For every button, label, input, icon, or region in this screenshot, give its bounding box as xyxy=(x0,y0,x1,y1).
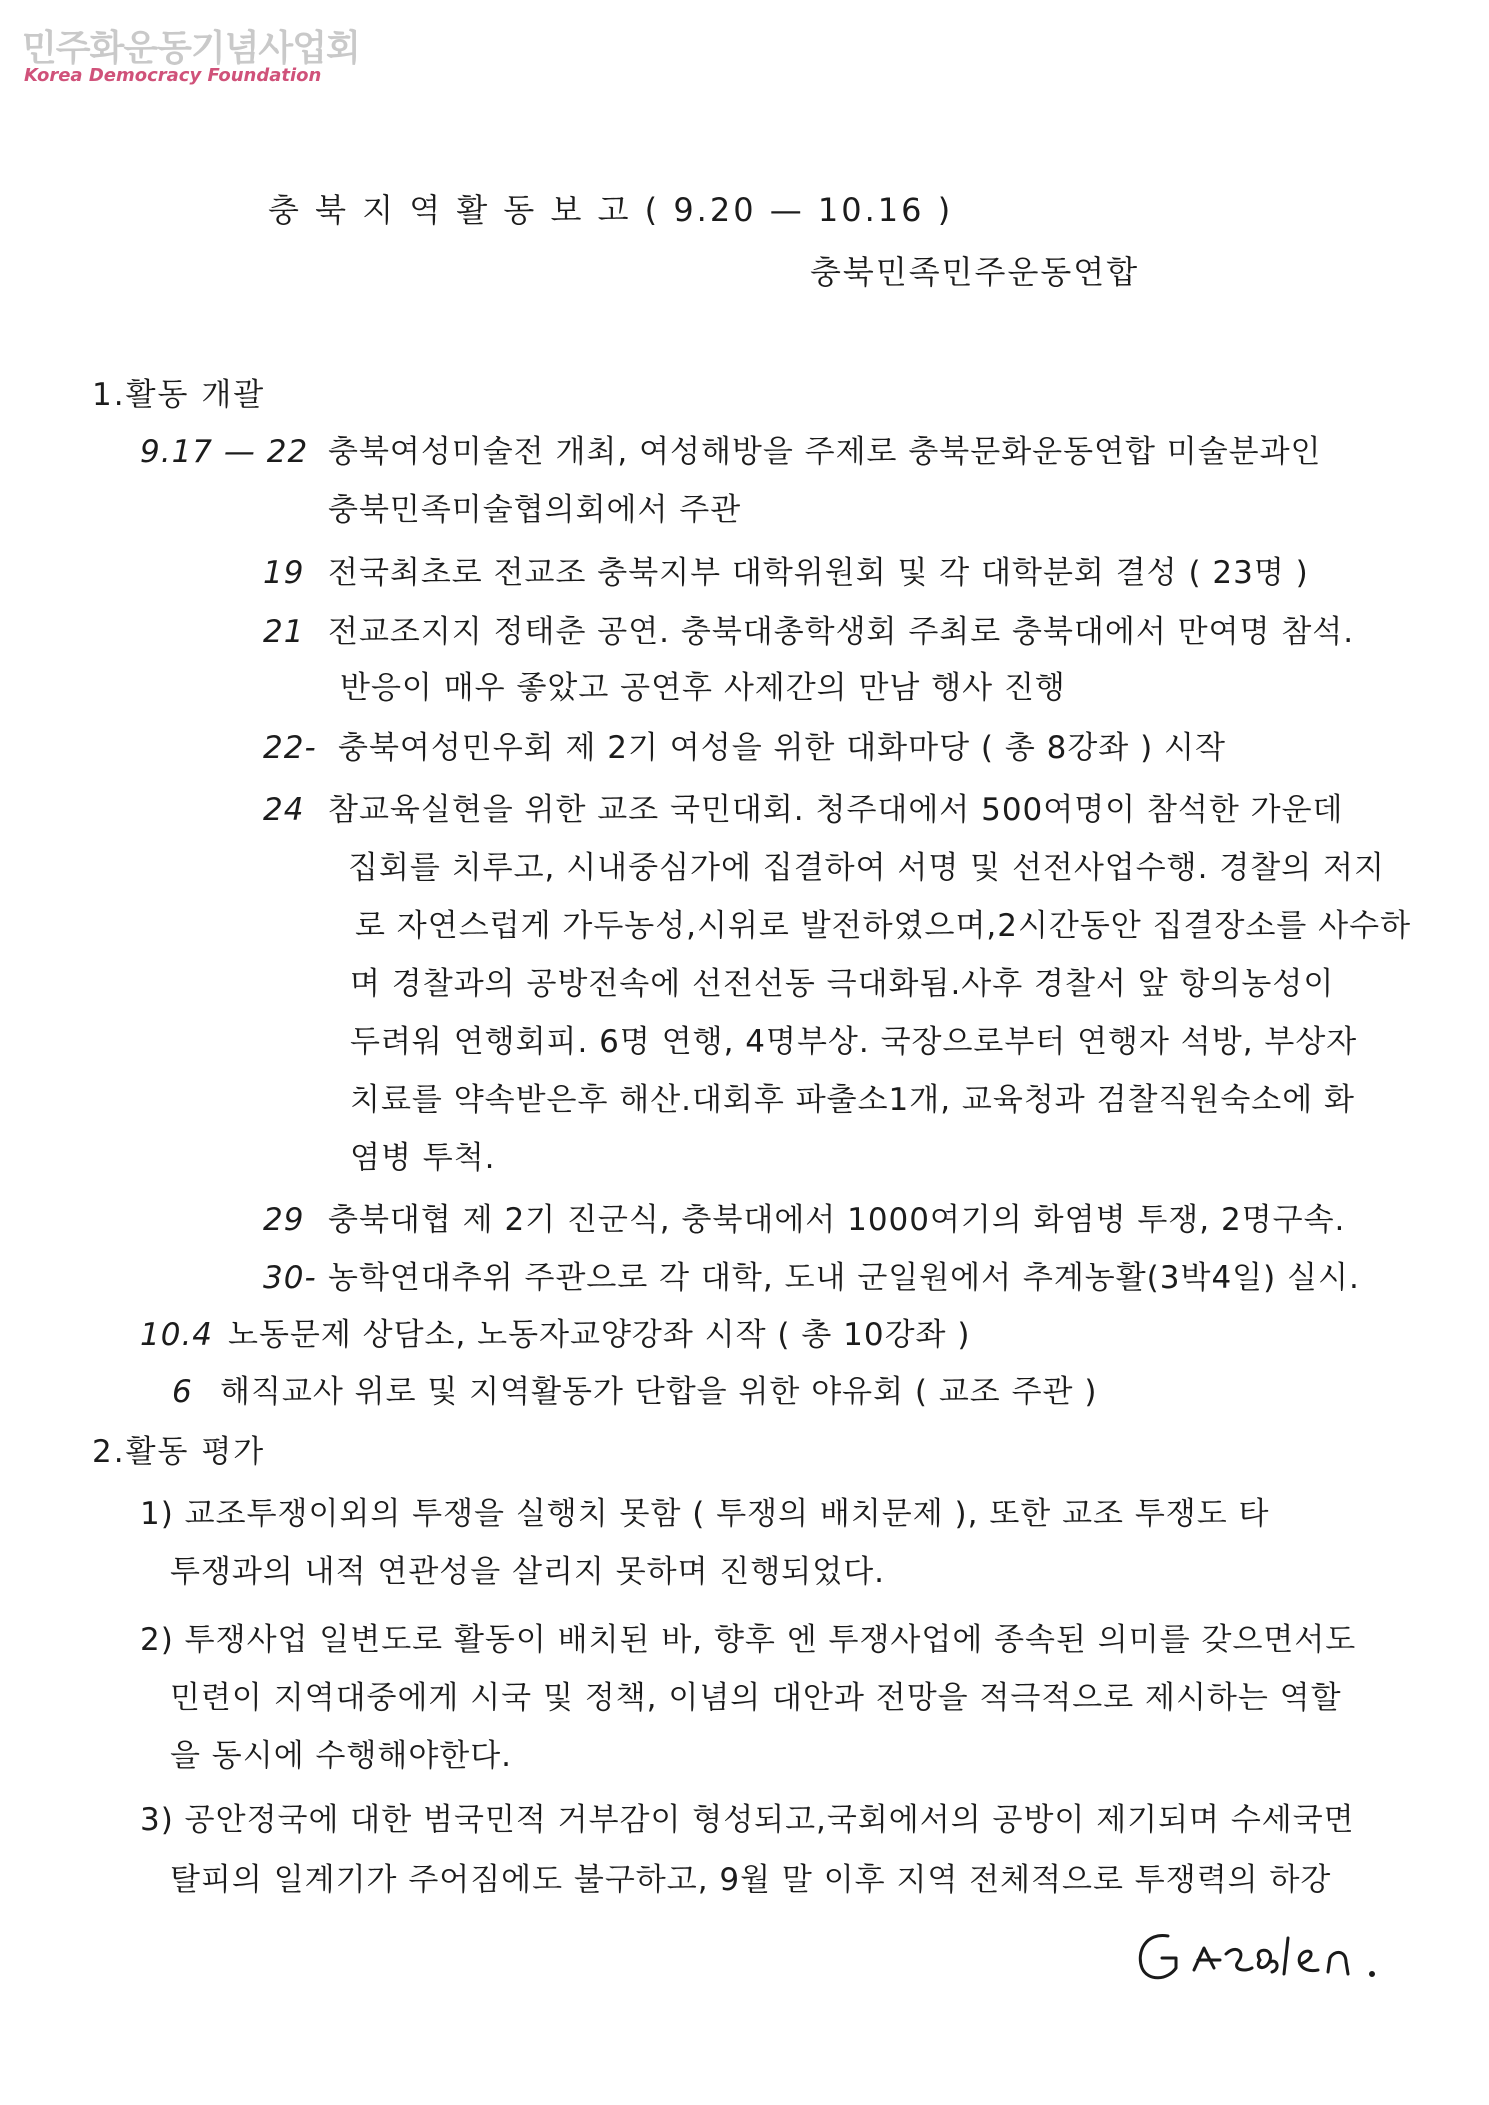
entry-date: 9.17 — 22 xyxy=(140,434,309,470)
activity-entry xyxy=(263,1200,1345,1240)
entry-date: 29 xyxy=(263,1202,305,1238)
activity-entry xyxy=(350,1080,1355,1120)
entry-date: 24 xyxy=(263,792,305,828)
activity-entry xyxy=(350,964,1334,1004)
section-heading-overview: 1.활동 개괄 xyxy=(92,377,266,413)
activity-entry xyxy=(140,1315,970,1355)
evaluation-line: 2) 투쟁사업 일변도로 활동이 배치된 바, 향후 엔 투쟁사업에 종속된 의미를 갖으면서도 xyxy=(140,1622,1357,1658)
activity-entry xyxy=(263,612,1354,652)
entry-text: 노동문제 상담소, 노동자교양강좌 시작 ( 총 10강좌 ) xyxy=(228,1317,971,1353)
entry-date: 21 xyxy=(263,614,305,650)
entry-text: 해직교사 위로 및 지역활동가 단합을 위한 야유회 ( 교조 주관 ) xyxy=(220,1374,1098,1410)
evaluation-line: 투쟁과의 내적 연관성을 살리지 못하며 진행되었다. xyxy=(170,1554,885,1590)
activity-entry xyxy=(348,848,1385,888)
evaluation-line: 탈피의 일계기가 주어짐에도 불구하고, 9월 말 이후 지역 전체적으로 투쟁력의 하강 xyxy=(170,1862,1332,1898)
entry-text: 로 자연스럽게 가두농성,시위로 발전하였으며,2시간동안 집결장소를 사수하 xyxy=(355,908,1412,944)
entry-date: 22- xyxy=(263,730,317,766)
entry-text: 며 경찰과의 공방전속에 선전선동 극대화됨.사후 경찰서 앞 항의농성이 xyxy=(350,966,1335,1002)
entry-text: 염병 투척. xyxy=(350,1140,496,1176)
activity-entry xyxy=(350,1138,496,1178)
activity-entry xyxy=(340,668,1066,708)
entry-text: 농학연대추위 주관으로 각 대학, 도내 군일원에서 추계농활(3박4일) 실시. xyxy=(328,1260,1360,1296)
activity-entry xyxy=(355,906,1411,946)
entry-text: 충북여성민우회 제 2기 여성을 위한 대화마당 ( 총 8강좌 ) 시작 xyxy=(338,730,1226,766)
entry-date: 6 xyxy=(172,1374,193,1410)
entry-date: 30- xyxy=(263,1260,317,1296)
activity-entry xyxy=(263,1258,1360,1298)
entry-text: 전국최초로 전교조 충북지부 대학위원회 및 각 대학분회 결성 ( 23명 ) xyxy=(328,555,1309,591)
entry-text: 참교육실현을 위한 교조 국민대회. 청주대에서 500여명이 참석한 가운데 xyxy=(328,792,1344,828)
entry-date: 19 xyxy=(263,555,305,591)
organization-name: 충북민족민주운동연합 xyxy=(810,253,1140,291)
evaluation-line: 민련이 지역대중에게 시국 및 정책, 이념의 대안과 전망을 적극적으로 제시하는 역할 xyxy=(170,1680,1342,1716)
evaluation-line: 3) 공안정국에 대한 범국민적 거부감이 형성되고,국회에서의 공방이 제기되며 수세국면 xyxy=(140,1802,1355,1838)
activity-entry xyxy=(263,790,1344,830)
entry-text: 충북대협 제 2기 진군식, 충북대에서 1000여기의 화염병 투쟁, 2명구속. xyxy=(328,1202,1346,1238)
activity-entry xyxy=(328,490,741,530)
logo-english-text: Korea Democracy Foundation xyxy=(24,65,322,86)
entry-text: 충북민족미술협의회에서 주관 xyxy=(328,492,742,528)
entry-text: 전교조지지 정태춘 공연. 충북대총학생회 주최로 충북대에서 만여명 참석. xyxy=(328,614,1355,650)
entry-text: 두려워 연행회피. 6명 연행, 4명부상. 국장으로부터 연행자 석방, 부상자 xyxy=(350,1024,1358,1060)
evaluation-line: 을 동시에 수행해야한다. xyxy=(170,1738,513,1774)
activity-entry xyxy=(263,553,1309,593)
activity-entry xyxy=(172,1372,1097,1412)
activity-entry xyxy=(140,432,1322,472)
entry-text: 집회를 치루고, 시내중심가에 집결하여 서명 및 선전사업수행. 경찰의 저지 xyxy=(348,850,1385,886)
section-heading-evaluation: 2.활동 평가 xyxy=(92,1434,266,1470)
logo-korean-text: 민주화운동기념사업회 xyxy=(22,28,360,69)
document-title: 충 북 지 역 활 동 보 고 ( 9.20 — 10.16 ) xyxy=(268,191,954,229)
entry-text: 반응이 매우 좋았고 공연후 사제간의 만남 행사 진행 xyxy=(340,670,1066,706)
activity-entry xyxy=(350,1022,1357,1062)
handwritten-signature xyxy=(1128,1918,1388,1998)
entry-date: 10.4 xyxy=(140,1317,214,1353)
entry-text: 치료를 약속받은후 해산.대회후 파출소1개, 교육청과 검찰직원숙소에 화 xyxy=(350,1082,1355,1118)
activity-entry xyxy=(263,728,1226,768)
entry-text: 충북여성미술전 개최, 여성해방을 주제로 충북문화운동연합 미술분과인 xyxy=(328,434,1322,470)
evaluation-line: 1) 교조투쟁이외의 투쟁을 실행치 못함 ( 투쟁의 배치문제 ), 또한 교조 투쟁도 타 xyxy=(140,1496,1270,1532)
foundation-logo xyxy=(22,20,360,90)
